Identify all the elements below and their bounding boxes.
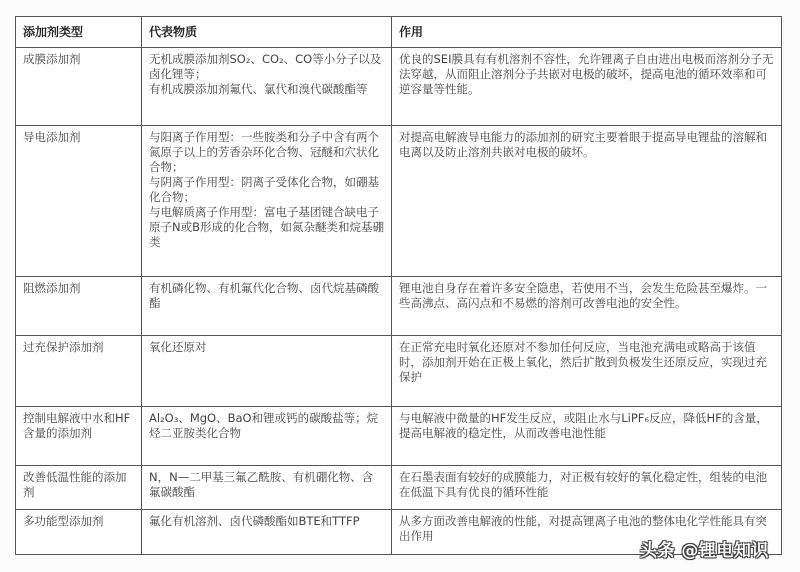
cell-additive-type: 控制电解液中水和HF含量的添加剂 <box>16 407 142 466</box>
header-representative-substances: 代表物质 <box>142 17 392 48</box>
source-watermark: 头条 @锂电知识 <box>640 541 769 561</box>
cell-effect: 优良的SEI膜具有有机溶剂不容性，允许锂离子自由进出电极而溶剂分子无法穿越，从而阻止溶剂分子共嵌对电极的破坏，提高电池的循环效率和可逆容量等性能。 <box>392 48 782 126</box>
cell-effect: 从多方面改善电解液的性能，对提高锂离子电池的整体电化学性能具有突出作用 <box>392 510 782 555</box>
cell-substances <box>142 407 392 466</box>
cell-effect: 在石墨表面有较好的成膜能力，对正极有较好的氧化稳定性，组装的电池在低温下具有优良的循环性能 <box>392 466 782 510</box>
cell-effect: 锂电池自身存在着许多安全隐患，若使用不当，会发生危险甚至爆炸。一些高沸点、高闪点和不易燃的溶剂可改善电池的安全性。 <box>392 277 782 336</box>
cell-effect: 与电解液中微量的HF发生反应，或阻止水与LiPF₆反应，降低HF的含量，提高电解液的稳定性，从而改善电池性能 <box>392 407 782 466</box>
electrolyte-additive-table <box>15 16 782 555</box>
substance-line: 与阳离子作用型：一些胺类和分子中含有两个氮原子以上的芳香杂环化合物、冠醚和穴状化合物； <box>149 130 379 174</box>
table-header-row <box>16 17 782 48</box>
header-additive-type: 添加剂类型 <box>16 17 142 48</box>
cell-additive-type: 改善低温性能的添加剂 <box>16 466 142 510</box>
header-effect: 作用 <box>392 17 782 48</box>
cell-substances <box>142 466 392 510</box>
cell-additive-type: 多功能型添加剂 <box>16 510 142 555</box>
substance-line: 有机成膜添加剂氟代、氯代和溴代碳酸酯等 <box>149 82 368 96</box>
cell-substances <box>142 336 392 407</box>
cell-effect: 对提高电解液导电能力的添加剂的研究主要着眼于提高导电锂盐的溶解和电离以及防止溶剂共嵌对电极的破坏。 <box>392 126 782 277</box>
substance-line: 无机成膜添加剂SO₂、CO₂、CO等小分子以及卤化锂等； <box>149 52 382 81</box>
substance-line: Al₂O₃、MgO、BaO和锂或钙的碳酸盐等；烷烃二亚胺类化合物 <box>149 411 379 440</box>
substance-line: N，N—二甲基三氟乙酰胺、有机硼化物、含氟碳酸酯 <box>149 470 374 499</box>
table-row <box>16 126 782 277</box>
table-row <box>16 48 782 126</box>
substance-line: 有机磷化物、有机氟代化合物、卤代烷基磷酸酯 <box>149 281 379 310</box>
table-row <box>16 336 782 407</box>
cell-additive-type: 过充保护添加剂 <box>16 336 142 407</box>
table-row <box>16 277 782 336</box>
substance-line: 氧化还原对 <box>149 340 207 354</box>
cell-substances <box>142 510 392 555</box>
substance-line: 氟化有机溶剂、卤代磷酸酯如BTE和TTFP <box>149 514 360 528</box>
cell-substances <box>142 277 392 336</box>
substance-line: 与电解质离子作用型：富电子基团键合缺电子原子N或B形成的化合物，如氮杂醚类和烷基硼类 <box>149 205 384 249</box>
cell-additive-type: 成膜添加剂 <box>16 48 142 126</box>
cell-substances <box>142 48 392 126</box>
cell-additive-type: 导电添加剂 <box>16 126 142 277</box>
cell-substances <box>142 126 392 277</box>
cell-additive-type: 阻燃添加剂 <box>16 277 142 336</box>
table-row <box>16 407 782 466</box>
table-row <box>16 466 782 510</box>
substance-line: 与阴离子作用型：阴离子受体化合物，如硼基化合物； <box>149 175 379 204</box>
cell-effect: 在正常充电时氧化还原对不参加任何反应，当电池充满电或略高于该值时，添加剂开始在正极上氧化，然后扩散到负极发生还原反应，实现过充保护 <box>392 336 782 407</box>
